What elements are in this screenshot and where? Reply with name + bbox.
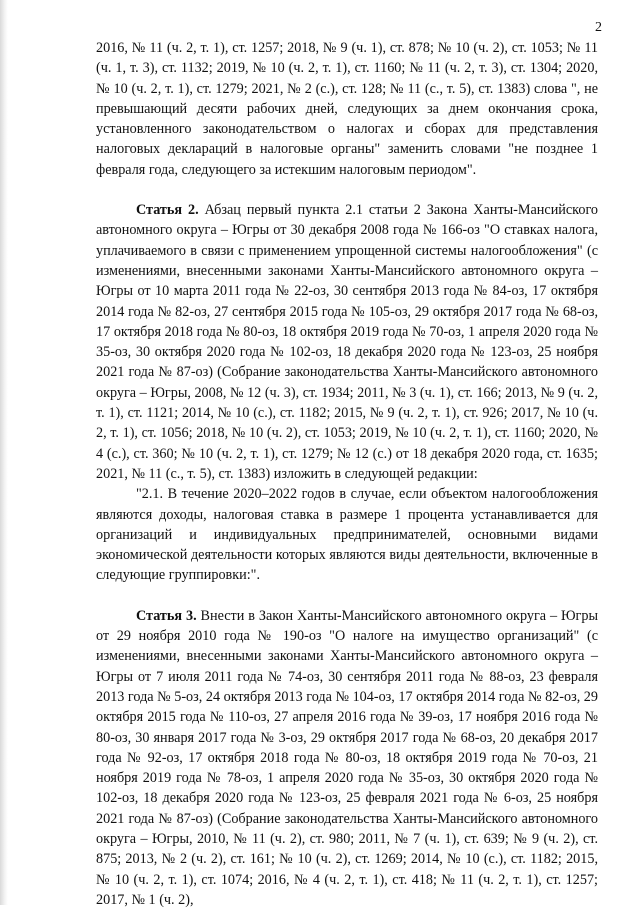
- scan-edge-shadow: [0, 0, 8, 905]
- paragraph-gap: [96, 586, 598, 606]
- article-2-quote: [96, 484, 598, 585]
- article-2-text: Абзац первый пункта 2.1 статьи 2 Закона Ханты-Мансийского автономного округа – Югры от 30 декабря 2008 года № 166-оз "О ставках налога, уплачиваемого в связи с применением упрощенной системы налогообложения" (с изменениями, внесенными законами Ханты-Мансийского автономного округа – Югры от 10 марта 2011 года № 22-оз, 30 сентября 2013 года № 84-оз, 17 октября 2014 года № 82-оз, 27 сентября 2015 года № 105-оз, 29 октября 2017 года № 68-оз, 17 октября 2018 года № 80-оз, 18 октября 2019 года № 70-оз, 1 апреля 2020 года № 35-оз, 30 октября 2020 года № 102-оз, 18 декабря 2020 года № 123-оз, 25 ноября 2021 года № 87-оз) (Собрание законодательства Ханты-Мансийского автономного округа – Югры, 2008, № 12 (ч. 3), ст. 1934; 2011, № 3 (ч. 1), ст. 166; 2013, № 9 (ч. 2, т. 1), ст. 1121; 2014, № 10 (с.), ст. 1182; 2015, № 9 (ч. 2, т. 1), ст. 926; 2017, № 10 (ч. 2, т. 1), ст. 1056; 2018, № 10 (ч. 2), ст. 1053; 2019, № 10 (ч. 2, т. 1), ст. 1160; 2020, № 4 (с.), ст. 360; № 10 (ч. 2, т. 1), ст. 1279; № 12 (с.) от 18 декабря 2020 года, ст. 1635; 2021, № 11 (с., т. 5), ст. 1383) изложить в следующей редакции:: [96, 202, 599, 482]
- paragraph-continuation: [96, 38, 598, 180]
- article-3-title: Статья 3.: [136, 607, 197, 624]
- article-2-title: Статья 2.: [136, 202, 199, 219]
- document-body: [96, 38, 598, 910]
- article-2: [96, 200, 598, 484]
- quote-text: "2.1. В течение 2020–2022 годов в случае, если объектом налогообложения являются доходы, налоговая ставка в размере 1 процента устанавливается для организаций и индивидуальных предпринимателей, основными видами экономической деятельности которых являются виды деятельности, включенные в следующие группировки:".: [96, 486, 598, 584]
- paragraph-text: 2016, № 11 (ч. 2, т. 1), ст. 1257; 2018, № 9 (ч. 1), ст. 878; № 10 (ч. 2), ст. 1053; № 11 (ч. 1, т. 3), ст. 1132; 2019, № 10 (ч. 2, т. 1), ст. 1160; № 11 (ч. 2, т. 3), ст. 1304; 2020, № 10 (ч. 2, т. 1), ст. 1279; 2021, № 2 (с.), ст. 128; № 11 (с., т. 5), ст. 1383) слова ", не превышающий десяти рабочих дней, следующих за днем окончания срока, установленного законодательством о налогах и сборах для представления налоговых деклараций в налоговые органы" заменить словами "не позднее 1 февраля года, следующего за истекшим налоговым периодом".: [96, 40, 598, 178]
- paragraph-gap: [96, 180, 598, 200]
- article-3: [96, 606, 598, 910]
- article-3-text: Внести в Закон Ханты-Мансийского автономного округа – Югры от 29 ноября 2010 года № 190-оз "О налоге на имущество организаций" (с изменениями, внесенными законами Ханты-Мансийского автономного округа – Югры от 7 июля 2011 года № 74-оз, 30 сентября 2011 года № 88-оз, 23 февраля 2013 года № 5-оз, 24 октября 2013 года № 104-оз, 17 октября 2014 года № 82-оз, 29 октября 2015 года № 110-оз, 27 апреля 2016 года № 39-оз, 17 ноября 2016 года № 80-оз, 30 января 2017 года № 3-оз, 29 октября 2017 года № 68-оз, 20 декабря 2017 года № 92-оз, 17 октября 2018 года № 80-оз, 18 октября 2019 года № 70-оз, 21 ноября 2019 года № 78-оз, 1 апреля 2020 года № 35-оз, 30 октября 2020 года № 102-оз, 18 декабря 2020 года № 123-оз, 25 февраля 2021 года № 6-оз, 25 ноября 2021 года № 87-оз) (Собрание законодательства Ханты-Мансийского автономного округа – Югры, 2010, № 11 (ч. 2), ст. 980; 2011, № 7 (ч. 1), ст. 639; № 9 (ч. 2), ст. 875; 2013, № 2 (ч. 2), ст. 161; № 10 (ч. 2), ст. 1269; 2014, № 10 (с.), ст. 1182; 2015, № 10 (ч. 2, т. 1), ст. 1074; 2016, № 4 (ч. 2, т. 1), ст. 418; № 11 (ч. 2, т. 1), ст. 1257; 2017, № 1 (ч. 2),: [96, 607, 599, 908]
- page-number: 2: [595, 20, 602, 35]
